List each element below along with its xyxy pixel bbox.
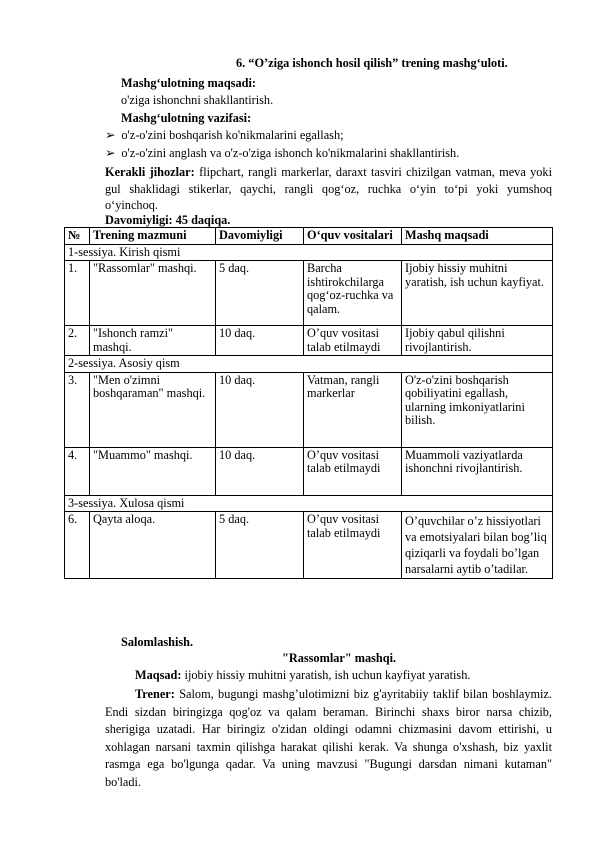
- aim-label: Mashg‘ulotning maqsadi:: [121, 76, 256, 90]
- cell-goal: Muammoli vaziyatlarda ishonchni rivojlantirish.: [402, 447, 553, 495]
- cell-number: 1.: [65, 261, 90, 326]
- exercise-aim: [135, 669, 470, 683]
- arrow-bullet-icon: ➢: [105, 128, 116, 142]
- section-title: 3-sessiya. Xulosa qismi: [65, 495, 553, 512]
- exercise-title: "Rassomlar" mashqi.: [282, 651, 397, 665]
- table-row: [65, 261, 553, 326]
- cell-duration: 10 daq.: [216, 447, 304, 495]
- table-row: [65, 512, 553, 579]
- task-text: o'z-o'zini anglash va o'z-o'ziga ishonch ko'nikmalarini shakllantirish.: [121, 146, 460, 160]
- cell-content: "Muammo" mashqi.: [90, 447, 216, 495]
- cell-tools: O’quv vositasi talab etilmaydi: [304, 447, 402, 495]
- tasks-label: Mashg‘ulotning vazifasi:: [121, 111, 252, 125]
- col-tools: O‘quv vositalari: [304, 228, 402, 245]
- trainer-text: Salom, bugungi mashg’ulotimizni biz g'ayritabiiy taklif bilan boshlaymiz. Endi sizdan biringizga qog'oz va qalam beraman. Birinchi shaxs biror narsa chizib, sherigiga uzatadi. Har biringiz o'zidan oldingi odamni chizmasini davom ettirishi, u xohlagan narsani taxmin qilishga harakat qilishi kerak. Va shunga o'xshash, biz yaxlit rasmga ega bo'lgunga qadar. Va uning mavzusi "Bugungi darsdan nimani kutaman" bo'ladi.: [105, 687, 552, 789]
- page-heading: 6. “O’ziga ishonch hosil qilish” trening mashg‘uloti.: [236, 56, 508, 70]
- aim-text: o'ziga ishonchni shakllantirish.: [121, 93, 274, 107]
- trainer-label: Trener:: [135, 687, 175, 701]
- trainer-paragraph: [105, 686, 552, 791]
- cell-tools: O’quv vositasi talab etilmaydi: [304, 512, 402, 579]
- task-item: [105, 147, 459, 161]
- section-row: [65, 495, 553, 512]
- arrow-bullet-icon: ➢: [105, 146, 116, 160]
- col-goal: Mashq maqsadi: [402, 228, 553, 245]
- closing-text: Salomlashish.: [121, 635, 194, 649]
- col-duration: Davomiyligi: [216, 228, 304, 245]
- cell-content: Qayta aloqa.: [90, 512, 216, 579]
- cell-goal: O'z-o'zini boshqarish qobiliyatini egallash, ularning imkoniyatlarini bilish.: [402, 372, 553, 447]
- equipment-label: Kerakli jihozlar:: [105, 165, 195, 179]
- col-number: №: [65, 228, 90, 245]
- cell-tools: O’quv vositasi talab etilmaydi: [304, 326, 402, 356]
- task-item: [105, 129, 344, 143]
- equipment-paragraph: [105, 164, 552, 214]
- section-row: [65, 244, 553, 261]
- table-header-row: [65, 228, 553, 245]
- cell-number: 2.: [65, 326, 90, 356]
- cell-duration: 5 daq.: [216, 261, 304, 326]
- table-row: [65, 447, 553, 495]
- task-text: o'z-o'zini boshqarish ko'nikmalarini egallash;: [121, 128, 344, 142]
- cell-content: "Ishonch ramzi" mashqi.: [90, 326, 216, 356]
- duration: Davomiyligi: 45 daqiqa.: [105, 213, 231, 227]
- cell-number: 4.: [65, 447, 90, 495]
- cell-goal: O’quvchilar o’z hissiyotlari va emotsiyalari bilan bog’liq qiziqarli va foydali bo’lgan narsalarni aytib o’tadilar.: [402, 512, 553, 579]
- col-content: Trening mazmuni: [90, 228, 216, 245]
- equipment-text: flipchart, rangli markerlar, daraxt tasviri chizilgan vatman, meva yoki gul shaklidagi stikerlar, qaychi, rangli qog‘oz, ruchka o‘yin to‘pi yoki yumshoq o‘yinchoq.: [105, 165, 552, 212]
- exercise-aim-text: ijobiy hissiy muhitni yaratish, ish uchun kayfiyat yaratish.: [184, 668, 471, 682]
- cell-duration: 5 daq.: [216, 512, 304, 579]
- cell-goal: Ijobiy qabul qilishni rivojlantirish.: [402, 326, 553, 356]
- section-title: 1-sessiya. Kirish qismi: [65, 244, 553, 261]
- exercise-aim-label: Maqsad:: [135, 668, 182, 682]
- table-row: [65, 326, 553, 356]
- cell-number: 3.: [65, 372, 90, 447]
- session-table: [64, 227, 553, 579]
- cell-duration: 10 daq.: [216, 372, 304, 447]
- table-row: [65, 372, 553, 447]
- cell-goal: Ijobiy hissiy muhitni yaratish, ish uchun kayfiyat.: [402, 261, 553, 326]
- section-title: 2-sessiya. Asosiy qism: [65, 356, 553, 373]
- cell-content: "Men o'zimni boshqaraman" mashqi.: [90, 372, 216, 447]
- cell-duration: 10 daq.: [216, 326, 304, 356]
- section-row: [65, 356, 553, 373]
- cell-content: "Rassomlar" mashqi.: [90, 261, 216, 326]
- cell-tools: Vatman, rangli markerlar: [304, 372, 402, 447]
- cell-number: 6.: [65, 512, 90, 579]
- cell-tools: Barcha ishtirokchilarga qog‘oz-ruchka va qalam.: [304, 261, 402, 326]
